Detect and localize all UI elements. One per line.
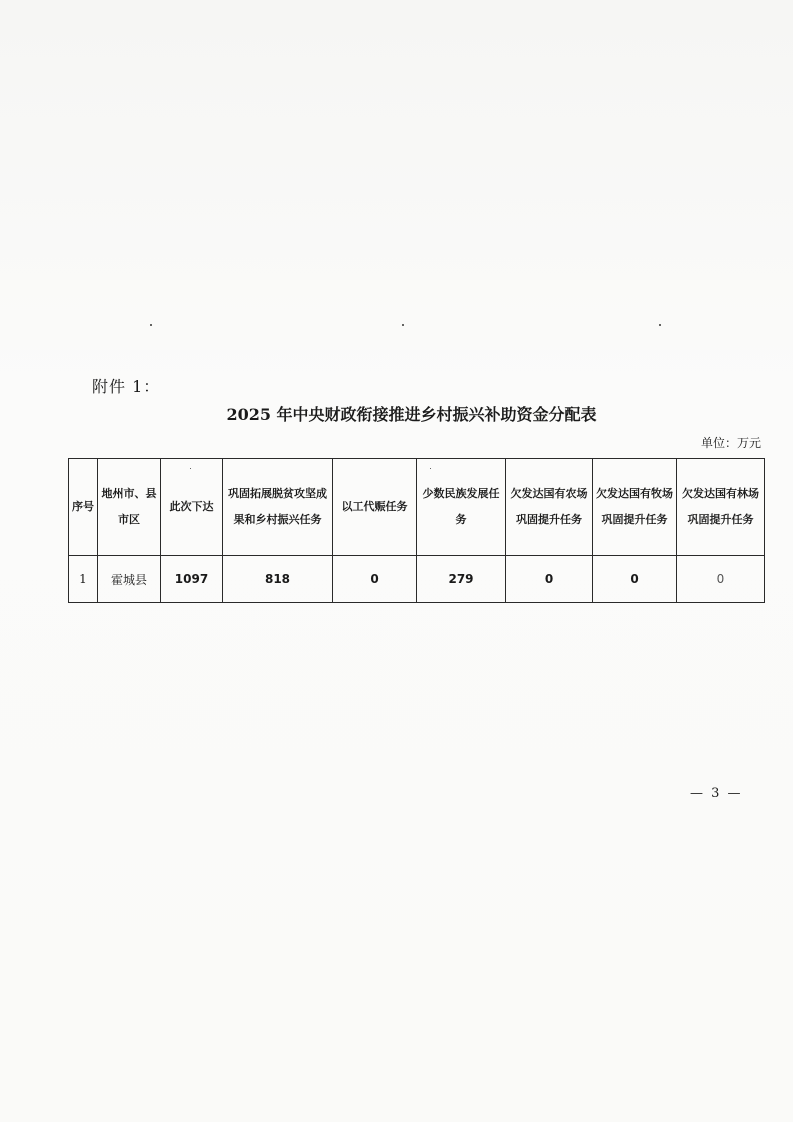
header-state-farm: 欠发达国有农场巩固提升任务 xyxy=(506,459,593,556)
allocation-table xyxy=(68,458,765,603)
unit-label: 单位：万元 xyxy=(700,436,761,450)
header-index: 序号 xyxy=(69,459,98,556)
page-number: — 3 — xyxy=(690,786,743,801)
cell-work-relief: 0 xyxy=(333,556,417,603)
cell-state-ranch: 0 xyxy=(593,556,677,603)
table-row xyxy=(69,556,765,603)
cell-poverty-consolidation: 818 xyxy=(223,556,333,603)
document-title: 2025 年中央财政衔接推进乡村振兴补助资金分配表 xyxy=(226,405,597,424)
cell-allocated: 1097 xyxy=(161,556,223,603)
cell-ethnic-minority: 279 xyxy=(417,556,506,603)
cell-state-forest: 0 xyxy=(677,556,765,603)
scan-speck xyxy=(659,324,661,326)
scan-speck xyxy=(150,324,152,326)
header-poverty-consolidation: 巩固拓展脱贫攻坚成果和乡村振兴任务 xyxy=(223,459,333,556)
table-header-row xyxy=(69,459,765,556)
header-allocated: 此次下达 xyxy=(161,459,223,556)
header-state-ranch: 欠发达国有牧场巩固提升任务 xyxy=(593,459,677,556)
header-work-relief: 以工代赈任务 xyxy=(333,459,417,556)
cell-state-farm: 0 xyxy=(506,556,593,603)
attachment-label: 附件 1： xyxy=(92,377,161,396)
cell-index: 1 xyxy=(69,556,98,603)
scan-speck xyxy=(402,324,404,326)
cell-region: 霍城县 xyxy=(98,556,161,603)
header-region: 地州市、县市区 xyxy=(98,459,161,556)
header-state-forest: 欠发达国有林场巩固提升任务 xyxy=(677,459,765,556)
header-ethnic-minority: 少数民族发展任务 xyxy=(417,459,506,556)
